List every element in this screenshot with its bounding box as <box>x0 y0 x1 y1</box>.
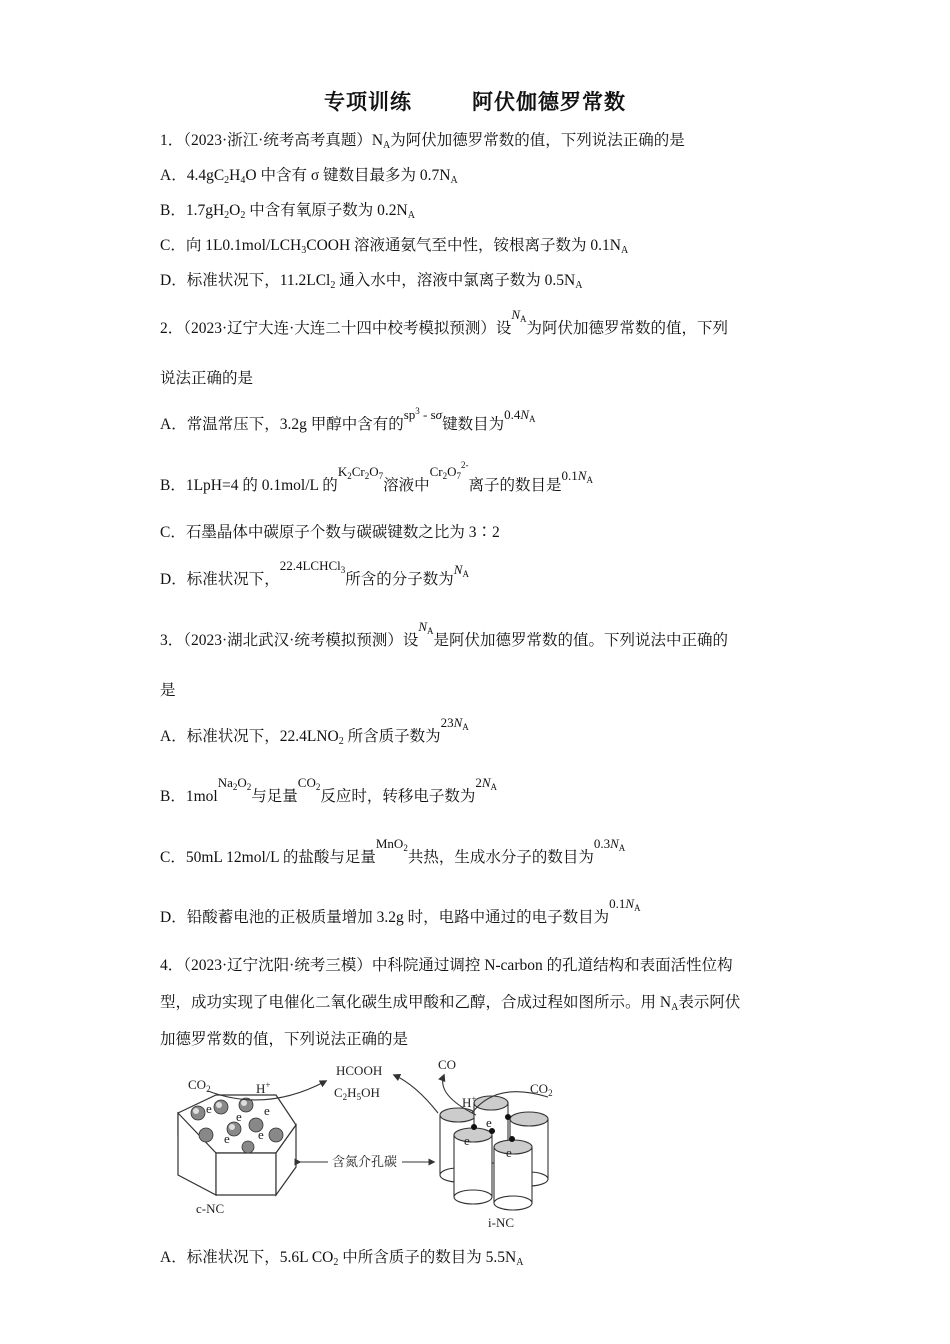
q4-stem-line2: 型，成功实现了电催化二氧化碳生成甲酸和乙醇，合成过程如图所示。用 $N_A$表示阿伏 <box>160 994 741 1013</box>
svg-text:e: e <box>206 1101 212 1116</box>
title-right: 阿伏伽德罗常数 <box>472 90 626 114</box>
page-title <box>0 86 950 116</box>
q1-option-a: A．$4.4gC_2H_4O$ 中含有 σ 键数目最多为 $0.7N_A$ <box>160 167 458 186</box>
center-label: 含氮介孔碳 <box>332 1154 398 1169</box>
label-i-nc: i-NC <box>488 1215 514 1230</box>
svg-text:CO2: $CO_2$ <box>530 1081 553 1098</box>
q3-option-c: C．50mL 12mol/L 的盐酸与足量$^{MnO_2}$共热，生成水分子的数目为$^{0.3N_A}$ <box>160 836 626 866</box>
svg-text:H+: H+ <box>256 1080 271 1096</box>
title-left: 专项训练 <box>324 90 412 114</box>
right-product-arrow <box>394 1075 438 1113</box>
q2-option-d: D．标准状况下，$^{22.4LCHCl_3}$所含的分子数为$^{N_A}$ <box>160 558 469 588</box>
q3-option-a: A．标准状况下，$22.4LNO_2$ 所含质子数为$^{23N_A}$ <box>160 715 469 747</box>
i-nc-cylinders <box>440 1096 548 1210</box>
svg-text:e: e <box>464 1133 470 1148</box>
q4-option-a: A．标准状况下，5.6L $CO_2$ 中所含质子的数目为 $5.5N_A$ <box>160 1249 524 1268</box>
q4-stem-line3: 加德罗常数的值，下列说法正确的是 <box>160 1031 409 1048</box>
catalysis-figure <box>176 1055 576 1230</box>
product-ethanol: $C_2H_5OH$ <box>334 1085 380 1102</box>
svg-text:H+: H+ <box>462 1094 477 1110</box>
q1-option-d: D．标准状况下，11.2LCl$_2$ 通入水中，溶液中氯离子数为 $0.5N_A$ <box>160 272 583 291</box>
q2-stem-cont: 说法正确的是 <box>160 370 254 387</box>
svg-text:e: e <box>264 1103 270 1118</box>
svg-text:e: e <box>486 1115 492 1130</box>
q3-stem: 3．（2023·湖北武汉·统考模拟预测）设$^{N_A}$是阿伏加德罗常数的值。下列说法中正确的 <box>160 619 729 649</box>
q3-option-d: D．铅酸蓄电池的正极质量增加 3.2g 时，电路中通过的电子数目为$^{0.1N_A}$ <box>160 896 641 926</box>
svg-text:CO2: $CO_2$ <box>188 1077 211 1094</box>
svg-text:e: e <box>506 1145 512 1160</box>
q2-option-b: B．1LpH=4 的 0.1mol/L 的$^{K_2Cr_2O_7}$溶液中$^{Cr_2O_7^{2-}}$离子的数目是$^{0.1N_A}$ <box>160 460 593 494</box>
q1-stem: 1．（2023·浙江·统考高考真题）$N_A$为阿伏加德罗常数的值，下列说法正确的是 <box>160 132 685 151</box>
product-hcooh: HCOOH <box>336 1063 383 1078</box>
q3-option-b: B．1mol$^{Na_2O_2}$与足量$^{CO_2}$反应时，转移电子数为$^{2N_A}$ <box>160 775 498 805</box>
q2-stem: 2．（2023·辽宁大连·大连二十四中校考模拟预测）设$^{N_A}$为阿伏加德罗常数的值，下列 <box>160 307 729 337</box>
q3-stem-cont: 是 <box>160 682 176 699</box>
svg-text:e: e <box>258 1127 264 1142</box>
q4-stem-line1: 4．（2023·辽宁沈阳·统考三模）中科院通过调控 N-carbon 的孔道结构和表面活性位构 <box>160 957 733 974</box>
q2-option-c: C．石墨晶体中碳原子个数与碳碳键数之比为 3∶2 <box>160 524 500 541</box>
q1-option-b: B．$1.7gH_2O_2$ 中含有氧原子数为 $0.2N_A$ <box>160 202 415 221</box>
svg-text:e: e <box>224 1131 230 1146</box>
svg-text:e: e <box>236 1109 242 1124</box>
label-c-nc: c-NC <box>196 1201 225 1216</box>
q1-option-c: C．向 $1L0.1mol/LCH_3COOH$ 溶液通氨气至中性，铵根离子数为 $0.1N_A$ <box>160 237 629 256</box>
q2-option-a: A．常温常压下，3.2g 甲醇中含有的$^{sp^3 - s\sigma}$键数目为$^{0.4N_A}$ <box>160 406 536 433</box>
product-co: CO <box>438 1057 457 1072</box>
